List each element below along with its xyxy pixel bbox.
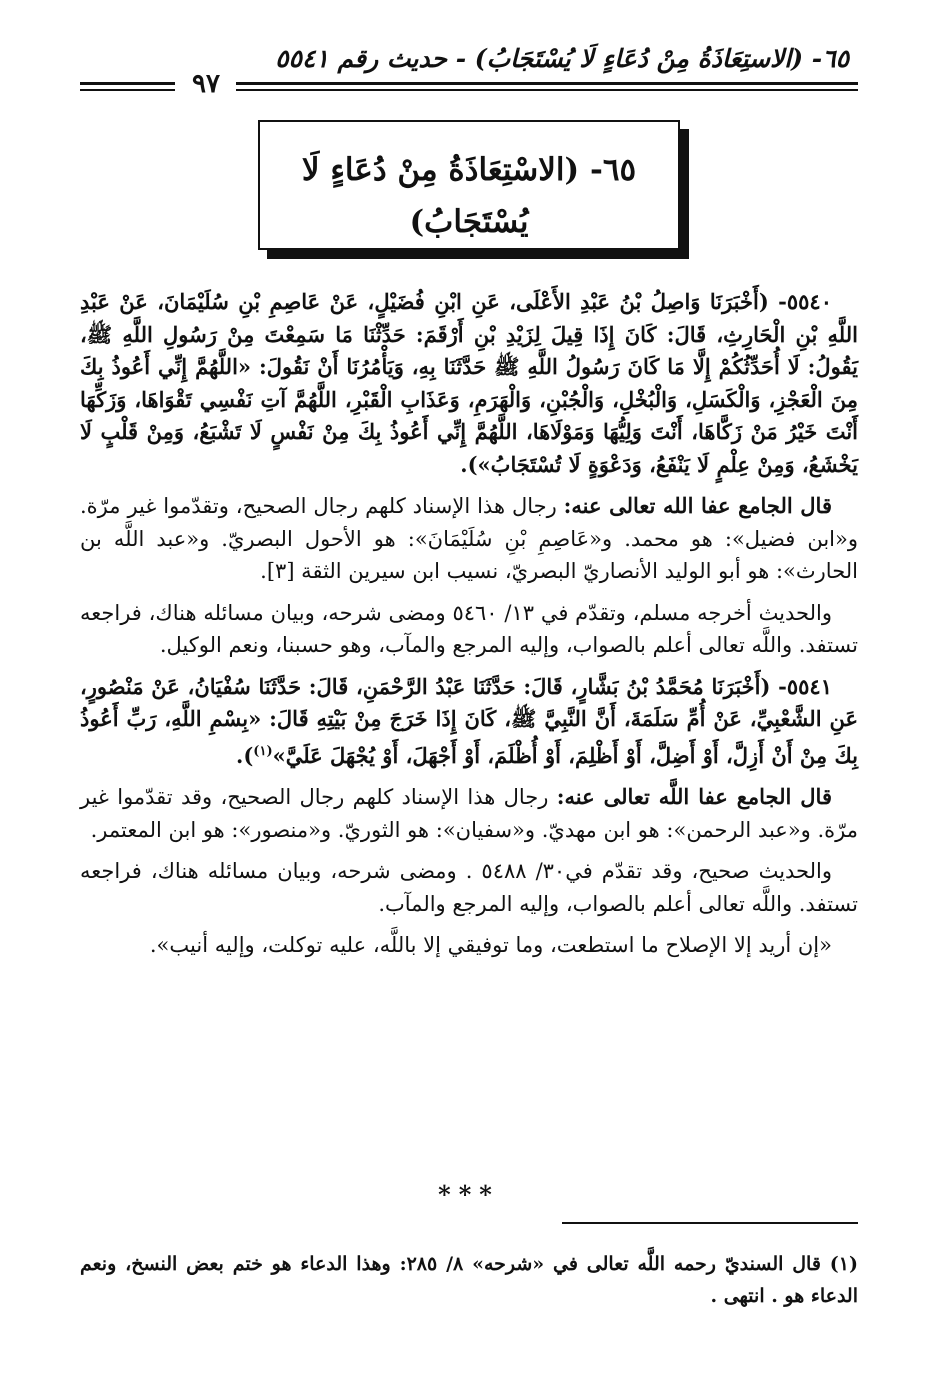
takhrij-5540: والحديث أخرجه مسلم، وتقدّم في ١٣/ ٥٤٦٠ ومضى شرحه، وبيان مسائله هناك، فراجعه تستفد. واللَّه تعالى أعلم بالصواب، وإليه المرجع والمآب، وهو حسبنا، ونعم الوكيل. <box>80 600 858 657</box>
hadith-5541 <box>80 671 858 773</box>
footnote: (١) قال السنديّ رحمه اللَّه تعالى في «شرحه» ٨/ ٢٨٥: وهذا الدعاء هو ختم بعض النسخ، ونعم الدعاء هو . انتهى . <box>80 1253 858 1307</box>
commentary-text: رجال هذا الإسناد كلهم رجال الصحيح، وقد تقدّموا غير مرّة. و«عبد الرحمن»: هو ابن مهديّ. و«سفيان»: هو الثوريّ. و«منصور»: هو ابن المعتمر. <box>80 785 858 842</box>
closing-quote: «إن أريد إلا الإصلاح ما استطعت، وما توفيقي إلا باللَّه، عليه توكلت، وإليه أنيب». <box>149 933 832 957</box>
commentary-text: رجال هذا الإسناد كلهم رجال الصحيح، وتقدّموا غير مرّة. و«ابن فضيل»: هو محمد. و«عَاصِمِ بْنِ سُلَيْمَانَ»: هو الأحول البصريّ. و«عبد اللَّه بن الحارث»: هو أبو الوليد الأنصاريّ البصريّ، نسيب ابن سيرين الثقة [٣]. <box>80 494 858 583</box>
section-separator: *** <box>438 1180 500 1209</box>
running-header-title: ٦٥- (الاستِعَاذَةُ مِنْ دُعَاءٍ لَا يُسْتَجَابُ) - حديث رقم ٥٥٤١ <box>275 44 849 73</box>
commentary-5541 <box>80 781 858 846</box>
page-number: ٩٧ <box>192 69 220 99</box>
hadith-5541-end: ). <box>236 742 254 768</box>
commentary-lead: قال الجامع عفا اللَّه تعالى عنه: <box>556 784 832 809</box>
commentary-5540 <box>80 490 858 588</box>
commentary-lead: قال الجامع عفا الله تعالى عنه: <box>563 493 832 518</box>
main-text <box>80 286 858 971</box>
footnote-rule <box>562 1222 858 1224</box>
takhrij-5541: والحديث صحيح، وقد تقدّم في٣٠/ ٥٤٨٨ . ومضى شرحه، وبيان مسائله هناك، فراجعه تستفد. واللَّه تعالى أعلم بالصواب، وإليه المرجع والمآب. <box>80 859 858 916</box>
chapter-title: ٦٥- (الاسْتِعَاذَةُ مِنْ دُعَاءٍ لَا يُسْتَجَابُ) <box>301 152 637 240</box>
hadith-5540: ٥٥٤٠- (أَخْبَرَنَا وَاصِلُ بْنُ عَبْدِ الأَعْلَى، عَنِ ابْنِ فُضَيْلٍ، عَنْ عَاصِمِ بْنِ سُلَيْمَانَ، عَنْ عَبْدِ اللَّهِ بْنِ الْحَارِثِ، قَالَ: كَانَ إِذَا قِيلَ لِزَيْدِ بْنِ أَرْقَمَ: حَدِّثْنَا مَا سَمِعْتَ مِنْ رَسُولِ اللَّهِ ﷺ، يَقُولُ: لَا أُحَدِّثُكُمْ إِلَّا مَا كَانَ رَسُولُ اللَّهِ ﷺ حَدَّثَنَا بِهِ، وَيَأْمُرُنَا أَنْ نَقُولَ: «اللَّهُمَّ إِنِّي أَعُوذُ بِكَ مِنَ الْعَجْزِ، وَالْكَسَلِ، وَالْبُخْلِ، وَالْجُبْنِ، وَالْهَرَمِ، وَعَذَابِ الْقَبْرِ، اللَّهُمَّ آتِ نَفْسِي تَقْوَاهَا، وَزَكِّهَا أَنْتَ خَيْرُ مَنْ زَكَّاهَا، أَنْتَ وَلِيُّهَا وَمَوْلَاهَا، اللَّهُمَّ إِنِّي أَعُوذُ بِكَ مِنْ نَفْسٍ لَا تَشْبَعُ، وَمِنْ قَلْبٍ لَا يَخْشَعُ، وَمِنْ عِلْمٍ لَا يَنْفَعُ، وَدَعْوَةٍ لَا تُسْتَجَابُ»). <box>80 289 858 477</box>
header-rule-left <box>80 82 175 91</box>
header-rule-right <box>236 82 858 91</box>
hadith-5541-text: ٥٥٤١- (أَخْبَرَنَا مُحَمَّدُ بْنُ بَشَّارٍ، قَالَ: حَدَّثَنَا عَبْدُ الرَّحْمَنِ، قَالَ: حَدَّثَنَا سُفْيَانُ، عَنْ مَنْصُورٍ، عَنِ الشَّعْبِيِّ، عَنْ أُمِّ سَلَمَةَ، أَنَّ النَّبِيَّ ﷺ، كَانَ إِذَا خَرَجَ مِنْ بَيْتِهِ قَالَ: «بِسْمِ اللَّهِ، رَبِّ أَعُوذُ بِكَ مِنْ أَنْ أَزِلَّ، أَوْ أَضِلَّ، أَوْ أَظْلِمَ، أَوْ أُظْلَمَ، أَوْ أَجْهَلَ، أَوْ يُجْهَلَ عَلَيَّ» <box>80 673 858 768</box>
footnote-mark: (١) <box>253 743 273 759</box>
chapter-title-box <box>258 120 680 250</box>
